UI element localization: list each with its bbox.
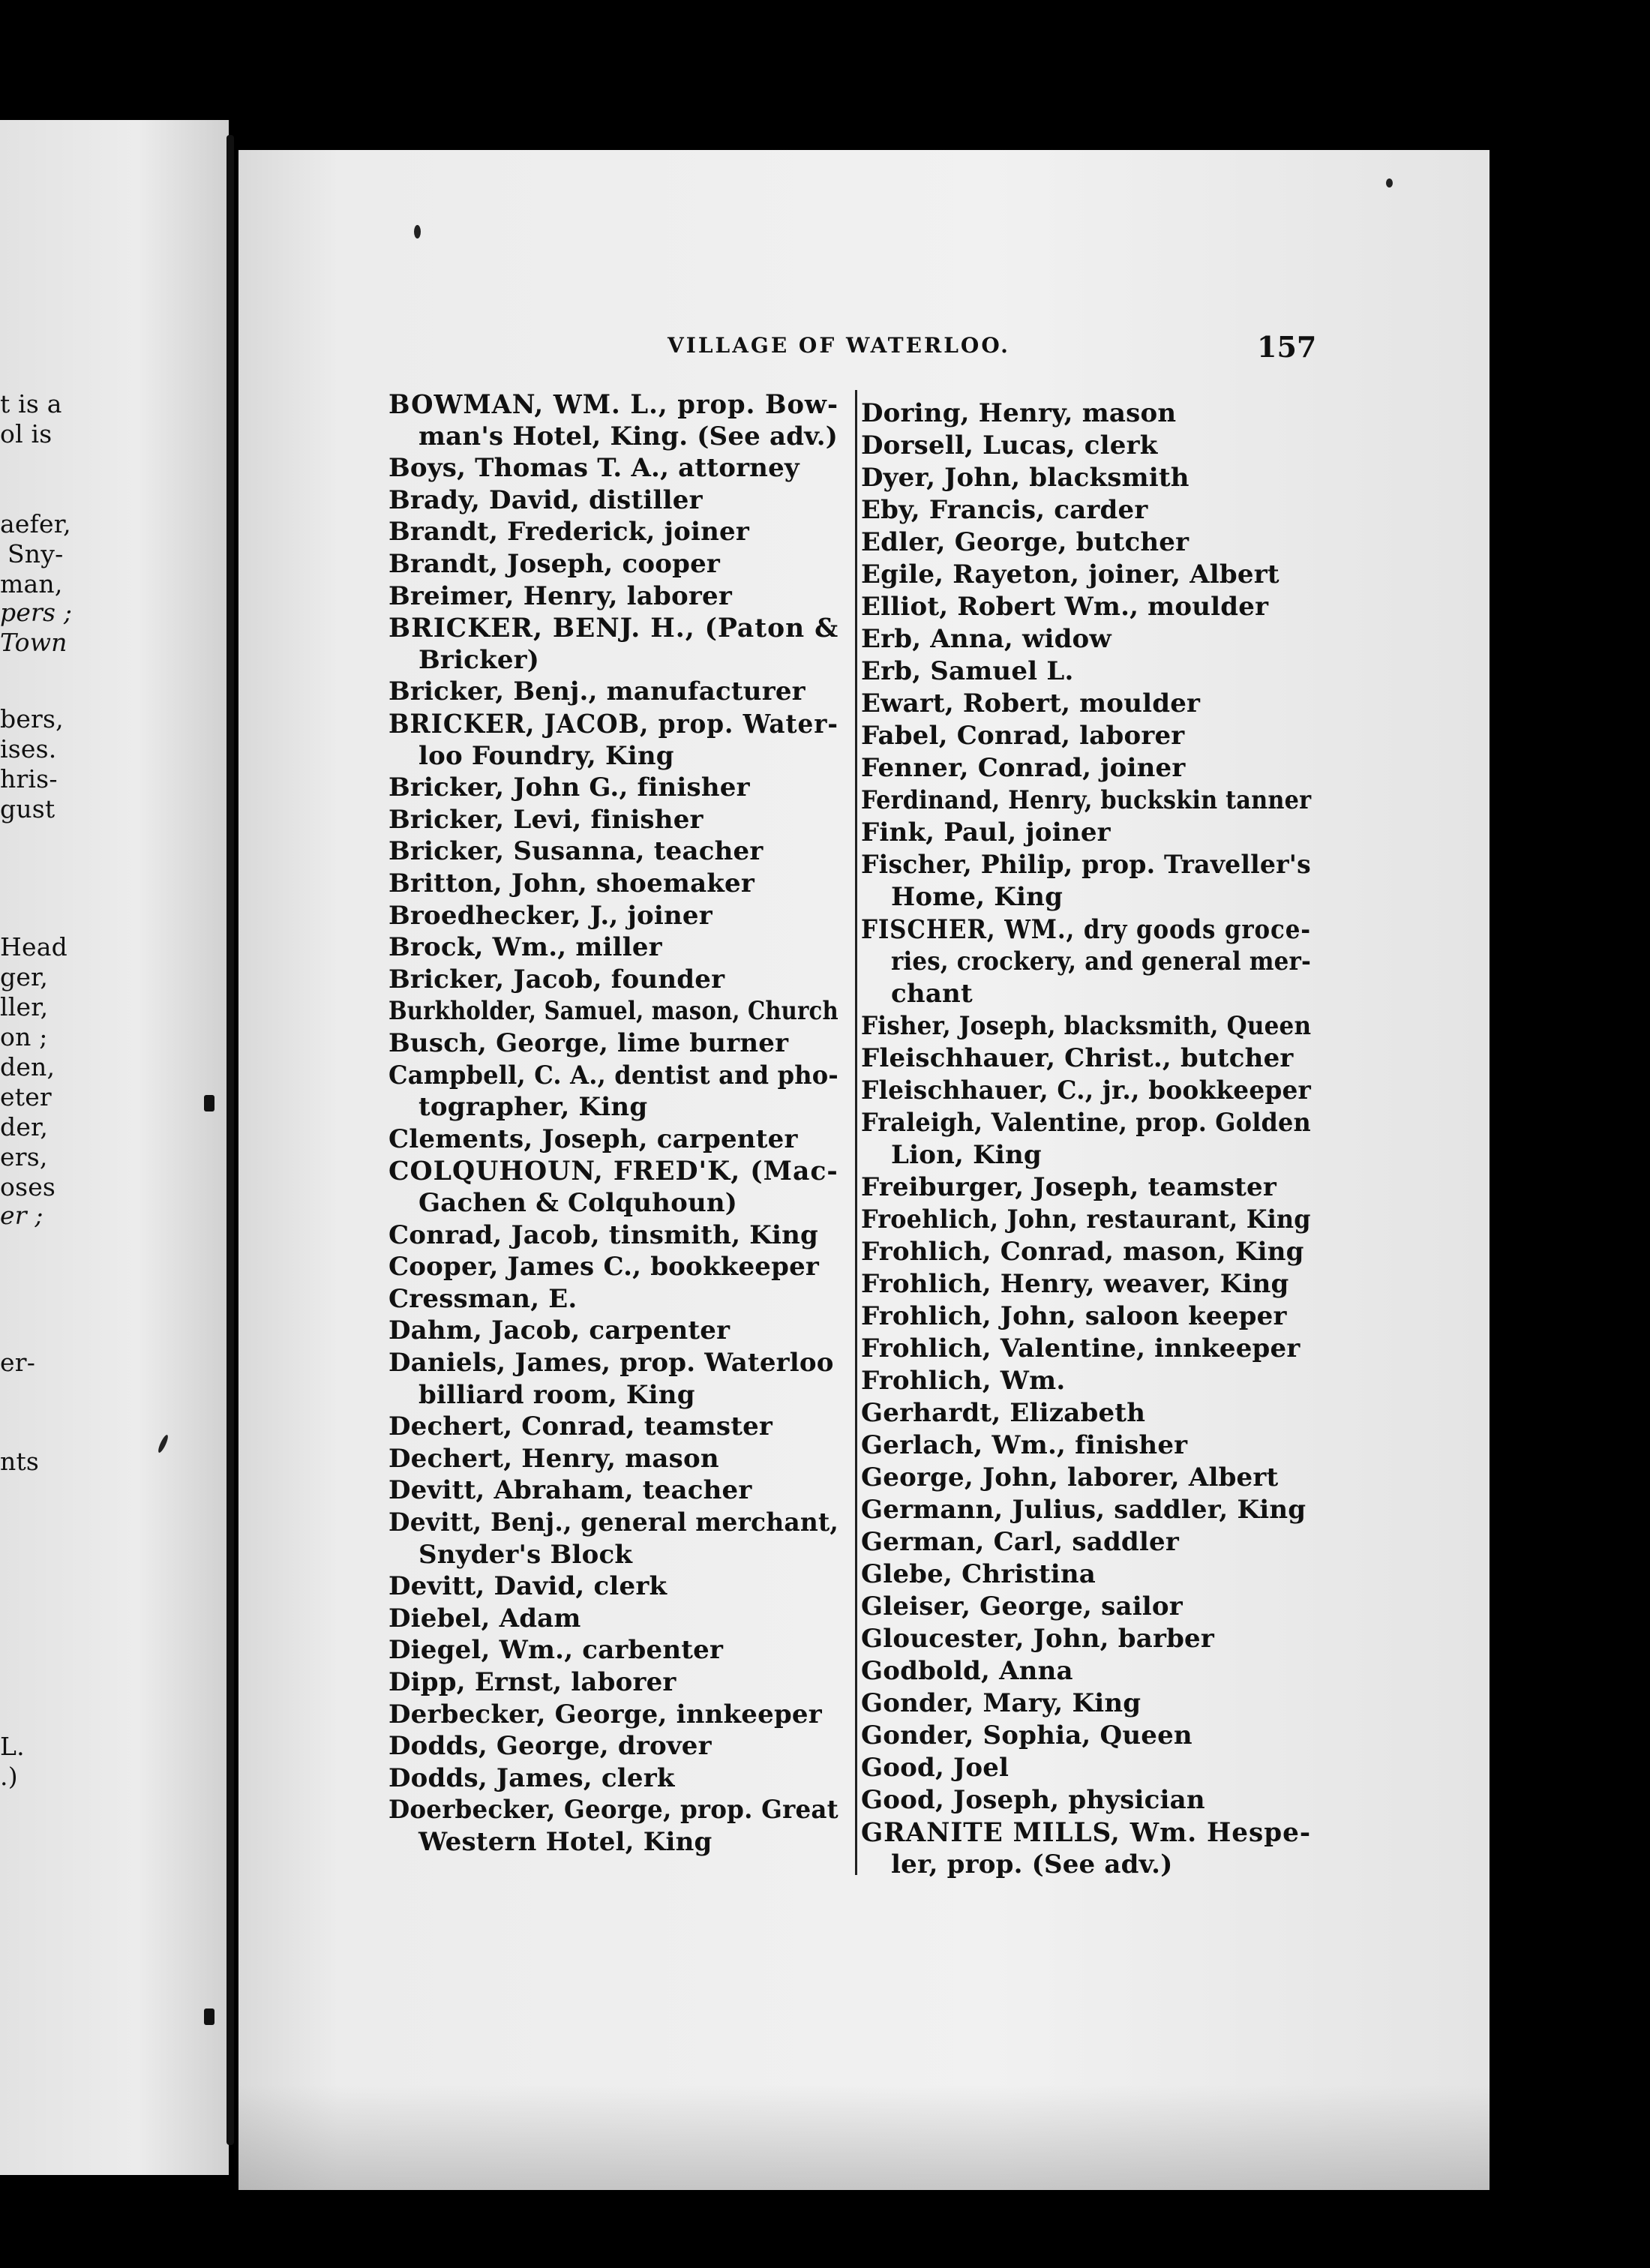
directory-entry: Erb, Samuel L. [861,656,1074,686]
directory-entry: Frohlich, Valentine, innkeeper [861,1334,1300,1364]
directory-entry-continuation: Snyder's Block [418,1539,633,1570]
directory-entry: Bricker, John G., finisher [388,772,750,803]
directory-entry: Dyer, John, blacksmith [861,463,1190,493]
directory-entry: Devitt, Benj., general merchant, [388,1508,839,1538]
directory-entry-continuation: man's Hotel, King. (See adv.) [418,421,838,452]
page-number: 157 [1257,330,1317,364]
directory-entry: Diegel, Wm., carbenter [388,1635,724,1666]
directory-entry: Busch, George, lime burner [388,1028,789,1058]
left-page-fragment-line: Town [0,628,68,657]
directory-entry: Diebel, Adam [388,1603,581,1634]
directory-entry: Gerhardt, Elizabeth [861,1398,1146,1428]
directory-entry: Dorsell, Lucas, clerk [861,430,1158,460]
directory-entry-continuation: Home, King [891,882,1064,912]
directory-entry: Elliot, Robert Wm., moulder [861,592,1269,622]
directory-entry-continuation: Lion, King [891,1140,1042,1170]
directory-entry-continuation: ries, crockery, and general mer- [891,946,1312,976]
directory-entry: Gleiser, George, sailor [861,1592,1183,1622]
directory-entry: Gonder, Sophia, Queen [861,1720,1192,1750]
directory-entry: Dodds, James, clerk [388,1762,675,1793]
directory-entry: Fink, Paul, joiner [861,818,1111,848]
left-page-fragment-line: ller, [0,992,49,1022]
directory-entry: Frohlich, John, saloon keeper [861,1301,1287,1331]
directory-entry: Ferdinand, Henry, buckskin tanner [861,785,1312,815]
left-page-fragment-line: nts [0,1447,40,1476]
left-page-fragment-line: eter [0,1082,52,1112]
directory-entry: Erb, Anna, widow [861,624,1112,654]
left-page-fragment-line: er ; [0,1201,44,1230]
left-page-fragment-line: L. [0,1732,25,1761]
directory-entry-continuation: Western Hotel, King [418,1827,712,1857]
directory-entry: Bricker, Levi, finisher [388,804,704,835]
left-page-fragment-line: der, [0,1112,49,1142]
directory-entry: Bricker, Jacob, founder [388,964,725,994]
directory-entry: Daniels, James, prop. Waterloo [388,1348,834,1378]
directory-entry: Cooper, James C., bookkeeper [388,1252,820,1282]
directory-entry-continuation: chant [891,979,973,1009]
directory-entry: Froehlich, John, restaurant, King [861,1204,1311,1234]
directory-entry: Gloucester, John, barber [861,1624,1214,1654]
directory-entry: Cressman, E. [388,1283,578,1314]
directory-entry: Gonder, Mary, King [861,1688,1142,1718]
left-page-fragment-line: ises. [0,734,57,764]
left-page-fragment-line: ers, [0,1142,48,1172]
directory-entry: Good, Joel [861,1753,1010,1783]
directory-entry: Bricker, Benj., manufacturer [388,676,806,707]
directory-entry: GRANITE MILLS, Wm. Hespe- [861,1817,1312,1848]
directory-entry: Clements, Joseph, carpenter [388,1124,798,1154]
directory-entry-continuation: Gachen & Colquhoun) [418,1188,738,1218]
directory-entry-continuation: billiard room, King [418,1379,695,1410]
directory-entry: Fischer, Philip, prop. Traveller's [861,850,1311,880]
gutter-mark [204,2008,214,2025]
directory-entry: Fisher, Joseph, blacksmith, Queen [861,1011,1312,1041]
directory-entry: Campbell, C. A., dentist and pho- [388,1060,838,1090]
directory-entry: Fabel, Conrad, laborer [861,721,1185,751]
directory-entry: Devitt, David, clerk [388,1571,668,1602]
left-page-fragment [0,120,229,2175]
left-page-fragment-line: man, [0,569,63,598]
directory-entry: Frohlich, Henry, weaver, King [861,1269,1289,1299]
directory-entry: Dodds, George, drover [388,1731,712,1762]
left-page-fragment-line: hris- [0,764,58,794]
directory-entry: Burkholder, Samuel, mason, Church [388,996,838,1027]
directory-entry: Edler, George, butcher [861,527,1190,557]
left-page-fragment-line: gust [0,794,56,824]
directory-entry: Freiburger, Joseph, teamster [861,1172,1276,1202]
directory-entry: Doerbecker, George, prop. Great [388,1795,838,1826]
left-page-fragment-line: .) [0,1762,18,1791]
directory-entry: Brandt, Frederick, joiner [388,517,749,548]
directory-entry: Fraleigh, Valentine, prop. Golden [861,1108,1311,1138]
directory-entry: Frohlich, Conrad, mason, King [861,1237,1304,1267]
directory-entry: Dipp, Ernst, laborer [388,1667,676,1697]
directory-entry: FISCHER, WM., dry goods groce- [861,914,1311,945]
left-page-fragment-line: t is a [0,389,62,418]
left-page-fragment-line: er- [0,1348,36,1377]
directory-entry: Brady, David, distiller [388,484,703,515]
directory-entry: Germann, Julius, saddler, King [861,1495,1306,1525]
directory-entry-continuation: Bricker) [418,644,540,675]
directory-entry: Brandt, Joseph, cooper [388,549,721,579]
column-divider [855,390,857,1875]
directory-entry: Doring, Henry, mason [861,398,1177,428]
directory-entry-continuation: tographer, King [418,1092,648,1123]
directory-entry: Bricker, Susanna, teacher [388,836,764,867]
directory-entry: German, Carl, saddler [861,1527,1179,1557]
directory-entry: Fenner, Conrad, joiner [861,753,1186,783]
left-page-fragment-line: Head [0,932,68,962]
left-page-fragment-line: aefer, [0,509,71,538]
directory-entry: Broedhecker, J., joiner [388,900,712,931]
directory-entry: Ewart, Robert, moulder [861,688,1201,718]
running-header: VILLAGE OF WATERLOO. [668,333,1010,358]
directory-entry: Good, Joseph, physician [861,1785,1205,1815]
directory-entry: Eby, Francis, carder [861,495,1148,525]
directory-entry: Derbecker, George, innkeeper [388,1699,822,1730]
directory-entry: Godbold, Anna [861,1656,1073,1686]
directory-entry: Dechert, Conrad, teamster [388,1412,773,1442]
directory-entry-continuation: ler, prop. (See adv.) [891,1850,1173,1880]
directory-entry: Fleischhauer, Christ., butcher [861,1043,1294,1073]
directory-entry: COLQUHOUN, FRED'K, (Mac- [388,1156,838,1187]
left-page-fragment-line: ol is [0,419,52,448]
ink-speck [414,225,421,238]
directory-entry: Boys, Thomas T. A., attorney [388,453,800,484]
left-page-fragment-line: oses [0,1172,56,1202]
directory-entry: Conrad, Jacob, tinsmith, King [388,1220,819,1250]
directory-entry: Britton, John, shoemaker [388,868,755,898]
directory-entry: BOWMAN, WM. L., prop. Bow- [388,389,838,420]
directory-entry: BRICKER, BENJ. H., (Paton & [388,613,839,644]
ink-speck [1386,178,1393,188]
left-page-fragment-line: ger, [0,962,49,992]
gutter-mark [204,1095,214,1112]
directory-entry: Dahm, Jacob, carpenter [388,1316,730,1346]
directory-entry-continuation: loo Foundry, King [418,740,674,771]
directory-entry: George, John, laborer, Albert [861,1462,1279,1492]
page-gutter [226,135,234,2145]
directory-entry: BRICKER, JACOB, prop. Water- [388,709,838,740]
left-page-fragment-line: den, [0,1052,56,1082]
directory-entry: Dechert, Henry, mason [388,1443,719,1474]
left-page-fragment-line: Sny- [8,539,64,568]
directory-entry: Devitt, Abraham, teacher [388,1475,752,1506]
directory-entry: Breimer, Henry, laborer [388,580,732,611]
left-page-fragment-line: pers ; [0,598,73,627]
directory-entry: Brock, Wm., miller [388,932,662,963]
directory-entry: Egile, Rayeton, joiner, Albert [861,560,1280,590]
page-shadow [238,2085,1490,2190]
directory-entry: Frohlich, Wm. [861,1366,1066,1396]
directory-entry: Glebe, Christina [861,1559,1096,1589]
left-page-fragment-line: on ; [0,1022,48,1052]
directory-entry: Fleischhauer, C., jr., bookkeeper [861,1076,1311,1106]
left-page-fragment-line: bers, [0,704,64,734]
directory-entry: Gerlach, Wm., finisher [861,1430,1188,1460]
